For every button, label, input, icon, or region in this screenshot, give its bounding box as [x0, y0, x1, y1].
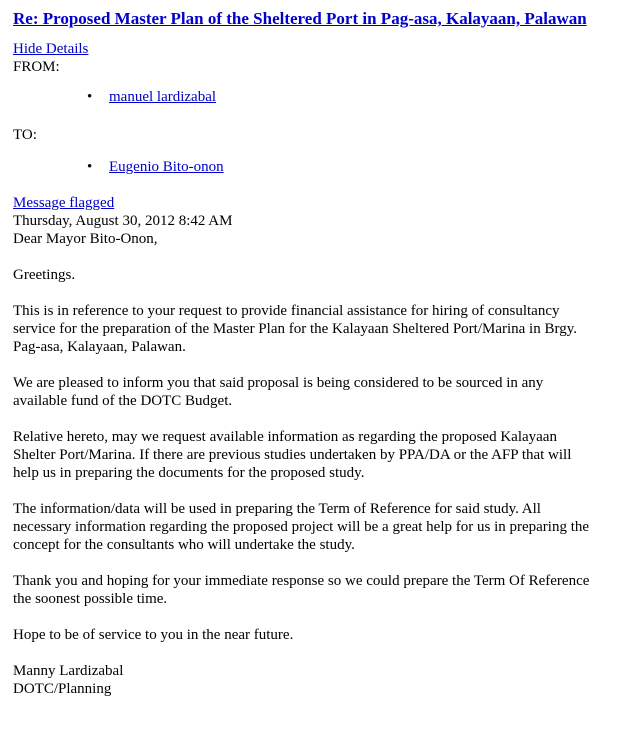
- list-item: [109, 88, 634, 108]
- greeting-text: Greetings.: [13, 267, 76, 283]
- paragraph-1: [13, 302, 634, 356]
- paragraph-line: necessary information regarding the proposed project will be a great help for us in preparing the: [13, 519, 590, 535]
- signature: [13, 662, 634, 698]
- signature-department: DOTC/Planning: [13, 681, 112, 697]
- paragraph-line: This is in reference to your request to provide financial assistance for hiring of consultancy: [13, 303, 560, 319]
- paragraph-line: available fund of the DOTC Budget.: [13, 393, 233, 409]
- paragraph-line: concept for the consultants who will undertake the study.: [13, 537, 355, 553]
- from-sender-link[interactable]: manuel lardizabal: [109, 89, 217, 105]
- paragraph-line: the soonest possible time.: [13, 591, 168, 607]
- from-list: [13, 88, 634, 108]
- email-date: Thursday, August 30, 2012 8:42 AM: [13, 213, 233, 229]
- paragraph-line: We are pleased to inform you that said proposal is being considered to be sourced in any: [13, 375, 544, 391]
- email-subject[interactable]: Re: Proposed Master Plan of the Sheltered Port in Pag-asa, Kalayaan, Palawan: [13, 9, 587, 28]
- paragraph-2: [13, 374, 634, 410]
- to-list: [13, 158, 634, 178]
- paragraph-line: Relative hereto, may we request available information as regarding the proposed Kalayaan: [13, 429, 557, 445]
- paragraph-6: [13, 626, 634, 644]
- from-label: FROM:: [13, 59, 60, 75]
- paragraph-line: The information/data will be used in preparing the Term of Reference for said study. All: [13, 501, 541, 517]
- paragraph-line: help us in preparing the documents for the proposed study.: [13, 465, 365, 481]
- list-item: [109, 158, 634, 178]
- paragraph-line: Pag-asa, Kalayaan, Palawan.: [13, 339, 186, 355]
- paragraph-line: Hope to be of service to you in the near future.: [13, 627, 294, 643]
- message-flagged-link[interactable]: Message flagged: [13, 195, 115, 211]
- paragraph-5: [13, 572, 634, 608]
- greeting: [13, 266, 634, 284]
- signature-name: Manny Lardizabal: [13, 663, 124, 679]
- to-label: TO:: [13, 127, 37, 143]
- paragraph-line: service for the preparation of the Master Plan for the Kalayaan Sheltered Port/Marina in Brgy.: [13, 321, 577, 337]
- paragraph-line: Thank you and hoping for your immediate response so we could prepare the Term Of Reference: [13, 573, 590, 589]
- to-recipient-link[interactable]: Eugenio Bito-onon: [109, 159, 224, 175]
- paragraph-line: Shelter Port/Marina. If there are previous studies undertaken by PPA/DA or the AFP that will: [13, 447, 572, 463]
- hide-details-link[interactable]: Hide Details: [13, 41, 89, 57]
- paragraph-3: [13, 428, 634, 482]
- salutation: Dear Mayor Bito-Onon,: [13, 231, 158, 247]
- paragraph-4: [13, 500, 634, 554]
